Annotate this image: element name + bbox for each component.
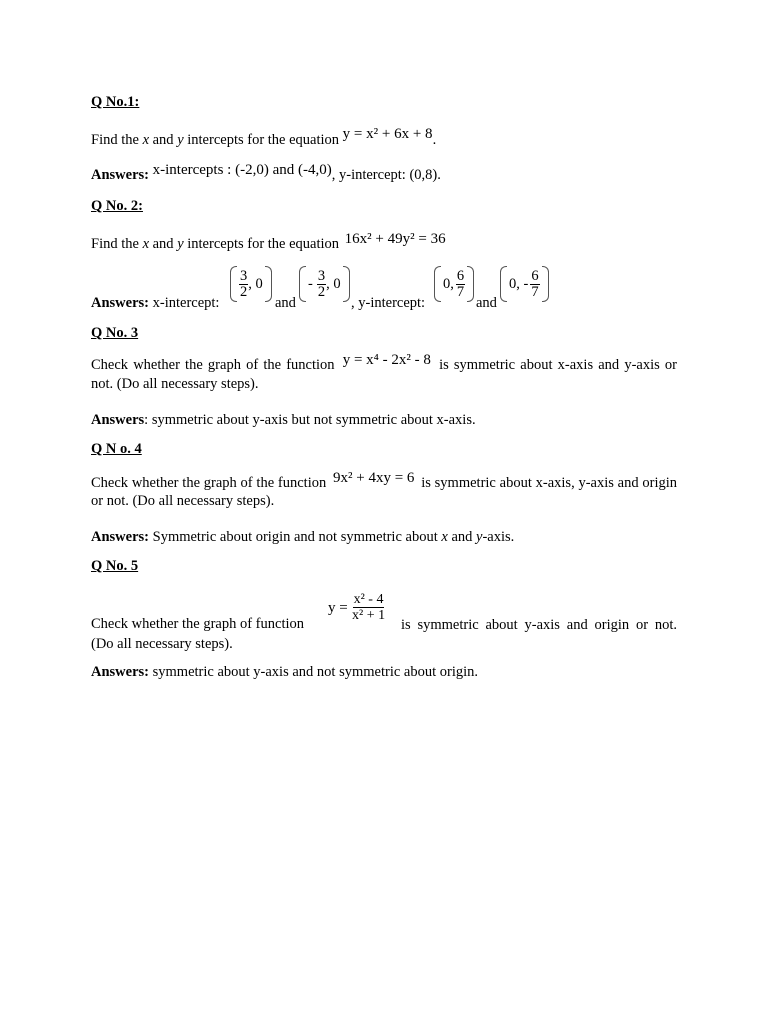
q2-answer: Answers: x-intercept: $\frac{3}{2}$ , 0 and - $\frac{3}{2}$ , 0 , y-intercept: 0, $\frac{6}{7}$ and 0, - $\frac{6}{7}$ — [91, 266, 677, 306]
q2-point-4: 0, - $\frac{6}{7}$ — [500, 266, 549, 302]
answer-label: Answers: — [91, 167, 149, 183]
q2-equation: 16x² + 49y² = 36 — [344, 231, 446, 247]
var-x: x — [142, 236, 149, 252]
q3-equation: y = x⁴ - 2x² - 8 — [342, 352, 431, 368]
q5-prompt: Check whether the graph of function y = $\frac{\text{x² - 4}}{\text{x² + 1}}$ is symmetric about y-axis and origin or not. (Do all necessary steps). — [91, 592, 677, 652]
var-y: y — [476, 529, 483, 545]
q1-x-intercepts: x-intercepts : (-2,0) and (-4,0) — [152, 162, 332, 178]
q2-heading: Q No. 2: — [91, 198, 143, 214]
var-x: x — [142, 132, 149, 148]
q4-prompt: Check whether the graph of the function 9x² + 4xy = 6 is symmetric about x-axis, y-axis and origin or not. (Do all necessary steps). — [91, 470, 678, 509]
answer-label: Answers: — [91, 529, 149, 545]
q3-heading: Q No. 3 — [91, 325, 139, 341]
q5-heading: Q No. 5 — [91, 558, 139, 574]
q4-equation: 9x² + 4xy = 6 — [333, 470, 415, 486]
q4-heading: Q N o. 4 — [91, 441, 142, 457]
q3-answer: Answers: symmetric about y-axis but not symmetric about x-axis. — [91, 412, 476, 428]
q1-answer: Answers: x-intercepts : (-2,0) and (-4,0), y-intercept: (0,8). — [91, 162, 441, 183]
answer-label: Answers: — [91, 664, 149, 680]
answer-label: Answers — [91, 412, 145, 428]
q2-point-3: 0, $\frac{6}{7}$ — [434, 266, 474, 302]
answer-label: Answers: — [91, 295, 149, 311]
q5-lhs: y = — [328, 600, 348, 616]
q5-answer: Answers: symmetric about y-axis and not symmetric about origin. — [91, 664, 479, 680]
q2-prompt: Find the x and y intercepts for the equation 16x² + 49y² = 36 — [91, 231, 446, 252]
var-y: y — [177, 132, 184, 148]
var-x: x — [441, 529, 448, 545]
var-y: y — [177, 236, 184, 252]
q2-point-2: - $\frac{3}{2}$ , 0 — [299, 266, 350, 302]
q1-prompt: Find the x and y intercepts for the equation y = x² + 6x + 8. — [91, 126, 437, 148]
q5-fraction: $\frac{\text{x² - 4}}{\text{x² + 1}}$ — [352, 592, 386, 623]
q1-equation: y = x² + 6x + 8 — [342, 126, 433, 142]
q4-answer: Answers: Symmetric about origin and not symmetric about x and y-axis. — [91, 529, 515, 545]
q1-heading: Q No.1: — [91, 94, 140, 110]
q2-point-1: $\frac{3}{2}$ , 0 — [230, 266, 272, 302]
q3-prompt: Check whether the graph of the function y = x⁴ - 2x² - 8 is symmetric about x-axis and y-axis or not. (Do all necessary steps). — [91, 352, 678, 392]
